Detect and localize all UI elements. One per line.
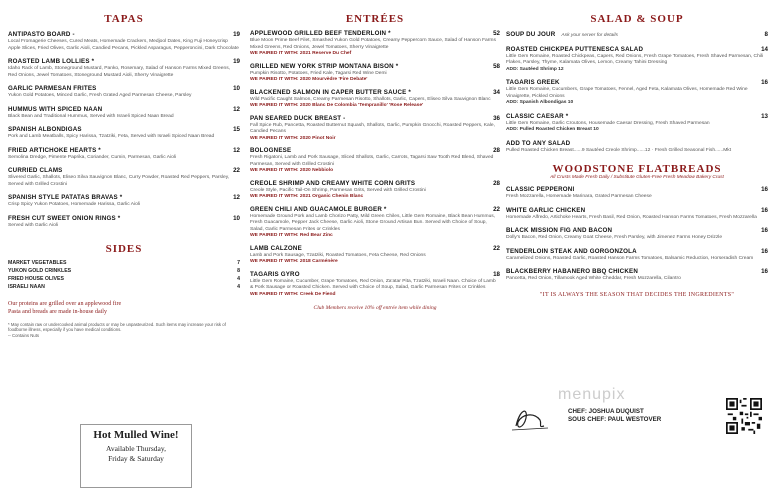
- menu-item: [250, 245, 500, 266]
- club-note: Club Members receive 10% off entrée item while dining: [313, 305, 437, 311]
- item-row: [506, 31, 768, 40]
- item-pairing: WE PAIRED IT WITH: Creek De Fiend: [250, 291, 336, 297]
- item-price: 18: [493, 270, 500, 278]
- item-name: BOLOGNESE: [250, 147, 292, 154]
- item-name: GREEN CHILI AND GUACAMOLE BURGER *: [250, 205, 387, 213]
- mulled-wine-box: [80, 424, 192, 488]
- side-price: 7: [237, 260, 240, 266]
- item-description: Little Gem Romaine, Cucumbers, Grape Tomatoes, Fennel, Aged Feta, Kalamata Olives, Homemade Red Wine Vinaigrette, Pickled Onions: [506, 87, 748, 99]
- item-price: 22: [493, 244, 500, 252]
- menu-item: [8, 194, 240, 209]
- item-price: 16: [761, 186, 768, 193]
- item-pairing: WE PAIRED IT WITH: 2021 Organic Chenin Blanc: [250, 194, 364, 199]
- side-item: [8, 283, 240, 291]
- item-row: [8, 106, 240, 113]
- side-price: 4: [237, 276, 240, 282]
- item-row: [8, 194, 240, 201]
- flatbreads-list: [506, 186, 768, 283]
- item-name: ROASTED CHICKPEA PUTTENESCA SALAD: [506, 45, 644, 53]
- item-description: Yukon Gold Potatoes, Minced Garlic, Fresh Grated Aged Parmesan Cheese, Parsley: [8, 93, 192, 98]
- item-row: [250, 206, 500, 213]
- item-row: [506, 268, 768, 275]
- menu-item: [506, 46, 768, 74]
- item-name: GARLIC PARMESAN FRITES: [8, 85, 97, 92]
- item-row: [8, 58, 240, 65]
- item-price: 16: [761, 79, 768, 86]
- item-row: [8, 215, 240, 222]
- side-name: MARKET VEGETABLES: [8, 260, 67, 266]
- salad-heading: SALAD & SOUP: [590, 13, 684, 25]
- item-name: ROASTED LAMB LOLLIES *: [8, 58, 95, 65]
- menu-item: [506, 140, 768, 155]
- item-name: CLASSIC PEPPERONI: [506, 186, 575, 193]
- item-description: Homemade Ground Pork and Lamb Chorizo Patty, Mild Green Chiles, Little Gem Romaine, Black Bean Hummus, Fresh Guacamole, Pepper Jack Cheese, Garlic Aioli, Stone Ground Artisan Bun. Served with Choice of Soup, Salad, Garlic Parmesan Frites or Crinkles: [250, 213, 496, 232]
- menu-item: [506, 186, 768, 201]
- item-row: [8, 31, 240, 38]
- side-price: 8: [237, 268, 240, 274]
- flatbreads-heading: WOODSTONE FLATBREADS: [552, 163, 722, 175]
- side-name: FRIED HOUSE OLIVES: [8, 276, 64, 282]
- nuts-note: -- Contains Nuts: [8, 332, 40, 338]
- menu-item: [8, 167, 240, 188]
- item-description: Semolina Dredge, Pimente Paprika, Coriander, Cumin, Parmesan, Garlic Aioli: [8, 154, 176, 160]
- item-price: 10: [233, 85, 240, 92]
- item-description: Dolly's Bacon, Red Onion, Creamy Goat Cheese, Fresh Parsley, with Jimenez Farms Honey Drizzle: [506, 235, 723, 240]
- item-price: 8: [764, 31, 768, 38]
- item-name: APPLEWOOD GRILLED BEEF TENDERLOIN *: [250, 30, 391, 37]
- menu-item: [250, 63, 500, 84]
- item-name: PAN SEARED DUCK BREAST -: [250, 114, 346, 122]
- menu-item: [506, 268, 768, 283]
- side-price: 4: [237, 284, 240, 290]
- item-price: 12: [233, 194, 240, 201]
- item-description: Served with Garlic Aioli: [8, 222, 59, 228]
- item-price: 16: [761, 247, 768, 255]
- item-description: Black Bean and Traditional Hummus, Served with Israeli Spiced Naan Bread: [8, 113, 174, 119]
- item-row: [8, 167, 240, 174]
- item-description: Wild Pacific Caught Salmon, Creamy Parmesan Risotto, Shallots, Garlic, Capers, Eliseo Silva Sauvignon Blanc: [250, 96, 491, 102]
- item-price: 28: [493, 147, 500, 154]
- item-name: WHITE GARLIC CHICKEN: [506, 206, 586, 214]
- menu-item: [506, 31, 768, 40]
- menu-item: [8, 58, 240, 79]
- menu-item: [250, 206, 500, 240]
- menu-item: [506, 207, 768, 222]
- item-description: Slivered Garlic, Shallots, Eliseo Silva Sauvignon Blanc, Curry Powder, Roasted Red Peppers, Parsley, Served with Grilled Crostini: [8, 175, 230, 187]
- item-add-on: ADD: Pulled Roasted Chicken Breast 10: [506, 127, 599, 132]
- sides-heading: SIDES: [105, 243, 143, 255]
- menu-item: [250, 147, 500, 175]
- side-item: [8, 267, 240, 275]
- menu-item: [506, 79, 768, 107]
- item-row: [8, 126, 240, 133]
- item-row: [506, 113, 768, 120]
- item-description: Pancetta, Red Onion, Tillamook Aged White Cheddar, Fresh Mozzarella, Cilantro: [506, 276, 681, 281]
- qr-code-icon[interactable]: [726, 398, 762, 434]
- side-item: [8, 259, 240, 267]
- menu-item: [8, 106, 240, 121]
- item-name: SOUP DU JOUR: [506, 31, 556, 38]
- item-price: 16: [761, 227, 768, 234]
- item-name: HUMMUS WITH SPICED NAAN: [8, 105, 103, 113]
- item-row: [250, 63, 500, 70]
- item-pairing: WE PAIRED IT WITH: 2018 Carménère: [250, 259, 338, 264]
- item-price: 19: [233, 58, 240, 65]
- menu-item: [250, 180, 500, 201]
- item-description: Creole Style, Pacific Tail-On Shrimp, Parmesan Grits, Served with Grilled Crostini: [250, 187, 426, 193]
- item-name: FRESH CUT SWEET ONION RINGS *: [8, 214, 121, 222]
- item-price: 15: [233, 126, 240, 133]
- item-row: [8, 147, 240, 154]
- item-row: [250, 245, 500, 252]
- item-row: [250, 89, 500, 96]
- item-price: 16: [761, 268, 768, 275]
- item-add-on: ADD: Spanish Albondigas 10: [506, 100, 574, 105]
- item-name: SPANISH ALBONDIGAS: [8, 126, 82, 133]
- raw-warning: * May contain raw or undercooked animal products or may be unpasteurized. Such items may increase your risk of foodborne illness, especially if you have medical conditions.: [8, 322, 226, 333]
- item-description: Pulled Roasted Chicken Breast......9 Sautéed Creole Shrimp......12 · Fresh Grilled Seasonal Fish......Mkt: [506, 147, 732, 153]
- item-description: Little Gem Romaine, Garlic Croutons, Housemade Caesar Dressing, Fresh Shaved Parmesan: [506, 120, 710, 126]
- side-name: YUKON GOLD CRINKLES: [8, 268, 72, 274]
- item-row: [506, 248, 768, 255]
- entrees-list: [250, 30, 500, 298]
- item-name: BLACKENED SALMON IN CAPER BUTTER SAUCE *: [250, 88, 411, 96]
- side-item: [8, 275, 240, 283]
- item-name: FRIED ARTICHOKE HEARTS *: [8, 146, 101, 154]
- item-description: Crisp Spicy Yukon Potatoes, Homemade Harissa, Garlic Aioli: [8, 202, 141, 207]
- entrees-heading: ENTRÉES: [345, 13, 405, 25]
- item-pairing: WE PAIRED IT WITH: 2020 Blanc De Colombia 'Tempranillo' 'Rose Release': [250, 103, 424, 108]
- menu-item: [250, 115, 500, 143]
- item-price: 22: [493, 205, 500, 213]
- menu-item: [506, 227, 768, 242]
- item-name: TENDERLOIN STEAK AND GORGONZOLA: [506, 247, 637, 255]
- mulled-title: Hot Mulled Wine!: [93, 429, 179, 441]
- item-name: ADD TO ANY SALAD: [506, 139, 571, 147]
- item-description: Fall Spice Rub, Pancetta, Roasted Butternut Squash, Shallots, Garlic, Pumpkin Gnocchi, Roasted Peppers, Kale, Candied Pecans: [250, 122, 495, 134]
- item-price: 34: [493, 88, 500, 96]
- menu-item: [250, 30, 500, 58]
- salad-column: [506, 0, 768, 504]
- sides-list: [8, 259, 240, 291]
- item-description: Fresh Mozzarella, Homemade Marinara, Grated Parmesan Cheese: [506, 194, 652, 199]
- item-price: 58: [493, 62, 500, 70]
- item-row: [250, 180, 500, 187]
- mulled-line2: Friday & Saturday: [108, 454, 164, 463]
- item-name: BLACKBERRY HABANERO BBQ CHICKEN: [506, 268, 639, 275]
- item-price: 12: [233, 105, 240, 113]
- chef-signature: [510, 404, 550, 434]
- item-name: TAGARIS GYRO: [250, 270, 300, 278]
- item-row: [250, 115, 500, 122]
- tapas-list: [8, 31, 240, 229]
- item-row: [506, 227, 768, 234]
- item-description: Pumpkin Risotto, Potatoes, Fried Kale, Tagarsi Red Wine Demi: [250, 70, 387, 76]
- breads-note: Pasta and breads are made in-house daily: [8, 308, 107, 315]
- item-row: [250, 30, 500, 37]
- item-name: CREOLE SHRIMP AND CREAMY WHITE CORN GRITS: [250, 179, 416, 187]
- entrees-column: [250, 0, 500, 504]
- item-price: 28: [493, 179, 500, 187]
- tapas-heading: TAPAS: [104, 13, 144, 25]
- chef-name: CHEF: JOSHUA DUQUIST: [568, 408, 644, 415]
- menu-item: [506, 113, 768, 134]
- item-row: [250, 147, 500, 154]
- item-name: LAMB CALZONE: [250, 244, 302, 252]
- chef-credits: [568, 408, 661, 423]
- item-name: GRILLED NEW YORK STRIP MONTANA BISON *: [250, 62, 399, 70]
- item-price: 12: [233, 146, 240, 154]
- item-row: [506, 140, 768, 147]
- menu-item: [8, 31, 240, 52]
- item-description: Blue Moon Prime Beef Filet, Smashed Yukon Gold Potatoes, Creamy Peppercorn Sauce, Salad of Hanson Farms Mixed Greens, Red Onions, Jewel Tomatoes, Sherry Vinaigrette: [250, 38, 496, 50]
- item-name: CLASSIC CAESAR *: [506, 112, 569, 120]
- item-description: Homemade Alfredo, Artichoke Hearts, Fresh Basil, Red Onion, Roasted Hanson Farms Tomatoes, Fresh Mozzarella: [506, 214, 757, 220]
- item-row: [250, 271, 500, 278]
- item-description: Idaho Rack of Lamb, Stoneground Mustard, Panko, Rosemary, Salad of Hanson Farms Mixed Greens, Red Onions, Jewel Tomatoes, Stoneground Mustard Aioli, Sherry Vinaigrette: [8, 66, 230, 78]
- item-pairing: WE PAIRED IT WITH: 2020 Pinot Noir: [250, 135, 336, 141]
- item-description: Little Gem Romaine, Cucumber, Grape Tomatoes, Red Onion, Za'atar Pita, Tzatziki, Israeli Naan. Choice of Lamb & Pork Sausage or Roasted Chicken. Served with Choice of Soup, Salad, Garlic Parmesan Frites or Crinkles: [250, 278, 496, 290]
- item-price: 14: [761, 45, 768, 53]
- item-name: TAGARIS GREEK: [506, 79, 560, 86]
- item-name: SPANISH STYLE PATATAS BRAVAS *: [8, 194, 123, 201]
- item-price: 52: [493, 30, 500, 37]
- item-price: 22: [233, 167, 240, 174]
- item-price: 16: [761, 206, 768, 214]
- menu-item: [8, 126, 240, 141]
- item-pairing: WE PAIRED IT WITH: Red Bear Zinc: [250, 233, 333, 238]
- item-row: [506, 46, 768, 53]
- item-description: Lamb and Pork Sausage, Tzatziki, Roasted Tomatoes, Feta Cheese, Red Onions: [250, 252, 426, 258]
- item-name: ANTIPASTO BOARD -: [8, 31, 75, 38]
- item-description: Fresh Rigatoni, Lamb and Pork Sausage, Sliced Shallots, Garlic, Carrots, Tagarsi Saw Tooth Red Blend, Shaved Parmesan, Served with Grilled Crostini: [250, 155, 494, 167]
- item-row: [506, 79, 768, 86]
- footer-quote: "IT IS ALWAYS THE SEASON THAT DECIDES THE INGREDIENTS": [539, 291, 735, 298]
- item-price: 13: [761, 112, 768, 120]
- notes: [8, 301, 240, 338]
- item-extra: Ask your server for details: [561, 33, 618, 38]
- menu-item: [250, 271, 500, 299]
- side-name: ISRAELI NAAN: [8, 284, 45, 290]
- item-name: BLACK MISSION FIG AND BACON: [506, 227, 613, 234]
- item-row: [506, 186, 768, 193]
- item-row: [8, 85, 240, 92]
- item-description: Local Fromagerie Cheeses, Cured Meats, Homemade Crackers, Medjool Dates, King Fuji Honeycrisp Apple Slices, Fried Olives, Garlic Aioli, Candied Pecans, Pickled Asparagus, Pepperoncini, Dark Chocolate: [8, 39, 239, 51]
- menu-item: [250, 89, 500, 110]
- menu-item: [8, 147, 240, 162]
- item-row: [506, 207, 768, 214]
- item-description: Little Gem Romaine, Roasted Chickpeas, Capers, Red Onions, Fresh Grape Tomatoes, Fresh Shaved Parmesan, Chili Flakes, Parsley, Thyme, Kalamata Olives, Lemon, Creamy Tahini Dressing: [506, 53, 764, 65]
- mulled-line1: Available Thursday,: [105, 444, 167, 453]
- item-pairing: WE PAIRED IT WITH: 2020 Nebbiolo: [250, 168, 334, 173]
- flatbreads-subtitle: All Crusts Made Fresh Daily / Substitute Gluten-Free Fresh Meadow Bakery Crust: [550, 175, 724, 180]
- item-description: Pork and Lamb Meatballs, Spicy Harissa, Tzatziki, Feta, Served with Israeli Spiced Naan Bread: [8, 134, 215, 139]
- item-price: 19: [233, 31, 240, 38]
- menu-item: [506, 248, 768, 263]
- grilled-note: Our proteins are grilled over an applewood fire: [8, 301, 122, 307]
- menu-item: [8, 85, 240, 100]
- sous-chef-name: SOUS CHEF: PAUL WESTOVER: [568, 415, 662, 423]
- salad-list: [506, 31, 768, 154]
- item-price: 10: [233, 214, 240, 222]
- item-pairing: WE PAIRED IT WITH: 2020 Mourvèdre 'Fire Debate': [250, 77, 368, 82]
- item-description: Caramelized Onions, Roasted Garlic, Roasted Hanson Farms Tomatoes, Balsamic Reduction, Horseradish Cream: [506, 255, 754, 261]
- item-price: 36: [493, 114, 500, 122]
- item-pairing: WE PAIRED IT WITH: 2021 Reserve Du Chef: [250, 51, 352, 56]
- menupix-watermark: menupix: [558, 386, 626, 403]
- menu-item: [8, 215, 240, 230]
- item-name: CURRIED CLAMS: [8, 167, 63, 174]
- item-add-on: ADD: Sautéed Shrimp 12: [506, 66, 564, 72]
